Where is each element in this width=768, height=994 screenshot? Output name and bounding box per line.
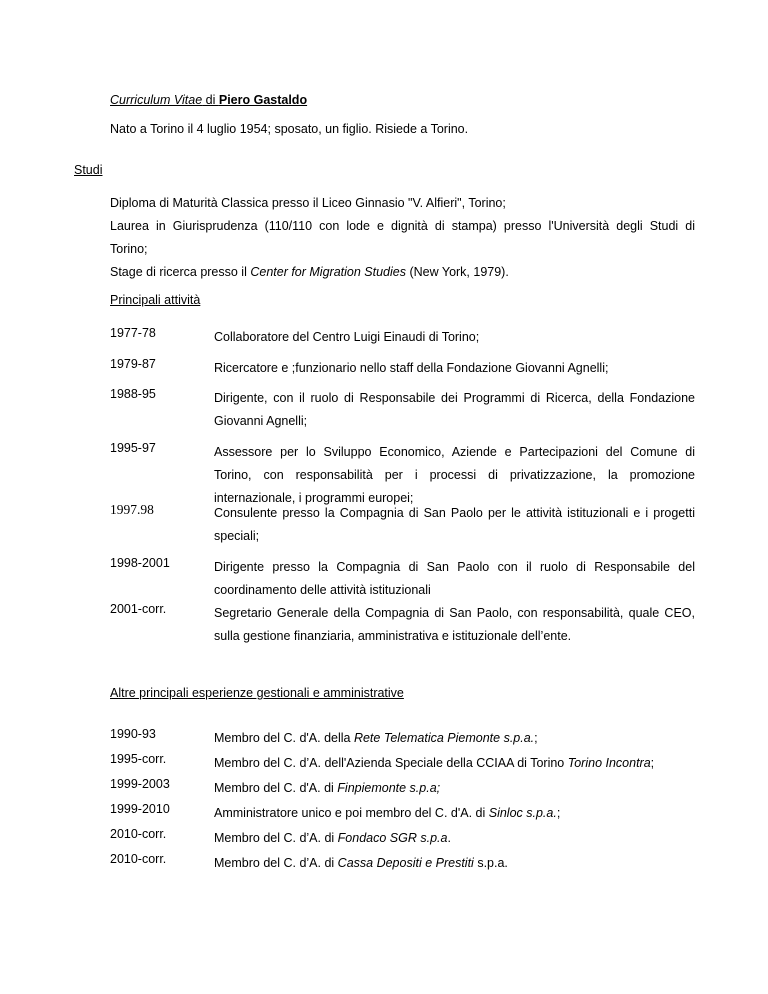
desc-line: internazionale, i programmi europei; xyxy=(214,491,414,505)
altre-desc xyxy=(214,802,695,825)
desc-pre: Membro del C. d'A. di xyxy=(214,781,338,795)
desc-pre: Membro del C. d’A. di xyxy=(214,856,338,870)
attivita-year: 1979-87 xyxy=(110,357,156,371)
desc-post: . xyxy=(447,831,451,845)
attivita-heading: Principali attività xyxy=(110,293,201,307)
stage-italic: Center for Migration Studies xyxy=(250,265,406,279)
attivita-year: 1997.98 xyxy=(110,502,154,517)
studi-heading: Studi xyxy=(74,163,103,177)
altre-desc xyxy=(214,852,695,875)
desc-italic: Cassa Depositi e Prestiti xyxy=(337,856,474,870)
desc-line: Segretario Generale della Compagnia di San Paolo, con responsabilità, quale CEO, xyxy=(214,606,695,620)
title-name: Piero Gastaldo xyxy=(218,93,308,107)
altre-heading: Altre principali esperienze gestionali e amministrative xyxy=(110,686,404,700)
desc-line: Torino, con responsabilità per i processi di privatizzazione, la promozione xyxy=(214,468,695,482)
altre-desc xyxy=(214,727,695,750)
attivita-year: 1988-95 xyxy=(110,387,156,401)
desc-line: Dirigente presso la Compagnia di San Paolo con il ruolo di Responsabile del xyxy=(214,560,695,574)
desc-pre: Membro del C. d’A. di xyxy=(214,831,338,845)
attivita-year: 1995-97 xyxy=(110,441,156,455)
altre-year: 1990-93 xyxy=(110,727,156,741)
attivita-year: 1977-78 xyxy=(110,326,156,340)
altre-year: 2010-corr. xyxy=(110,852,167,866)
desc-italic: Finpiemonte s.p.a; xyxy=(337,781,441,795)
title-italic: Curriculum Vitae xyxy=(110,93,203,107)
attivita-year: 2001-corr. xyxy=(110,602,167,616)
stage-pre: Stage di ricerca presso il xyxy=(110,265,251,279)
title-di: di xyxy=(202,93,219,107)
attivita-desc xyxy=(214,357,695,380)
altre-desc xyxy=(214,777,695,800)
desc-italic: Sinloc s.p.a. xyxy=(488,806,557,820)
desc-line: sulla gestione finanziaria, amministrativa e istituzionale dell’ente. xyxy=(214,629,572,643)
desc-italic: Fondaco SGR s.p.a xyxy=(337,831,448,845)
desc-post: s.p.a. xyxy=(473,856,508,870)
desc-line: Giovanni Agnelli; xyxy=(214,414,308,428)
desc-line: Dirigente, con il ruolo di Responsabile dei Programmi di Ricerca, della Fondazione xyxy=(214,391,695,405)
altre-year: 1999-2010 xyxy=(110,802,170,816)
intro-text: Nato a Torino il 4 luglio 1954; sposato, un figlio. Risiede a Torino. xyxy=(110,122,469,136)
altre-year: 1995-corr. xyxy=(110,752,167,766)
altre-year: 2010-corr. xyxy=(110,827,167,841)
attivita-desc xyxy=(214,502,695,548)
studi-line-diploma: Diploma di Maturità Classica presso il Liceo Ginnasio "V. Alfieri", Torino; xyxy=(110,196,506,210)
studi-line-laurea-cont: Torino; xyxy=(110,242,148,256)
desc-post: ; xyxy=(650,756,655,770)
stage-post: (New York, 1979). xyxy=(405,265,509,279)
cv-title xyxy=(110,93,307,107)
desc-pre: Amministratore unico e poi membro del C. d'A. di xyxy=(214,806,489,820)
attivita-desc xyxy=(214,602,695,648)
altre-desc xyxy=(214,827,695,850)
desc-line: speciali; xyxy=(214,529,260,543)
desc-post: ; xyxy=(534,731,538,745)
desc-line: Ricercatore e ;funzionario nello staff della Fondazione Giovanni Agnelli; xyxy=(214,361,609,375)
altre-desc xyxy=(214,752,695,775)
desc-italic: Torino Incontra xyxy=(567,756,651,770)
attivita-desc xyxy=(214,326,695,349)
studi-block xyxy=(110,192,695,284)
desc-italic: Rete Telematica Piemonte s.p.a. xyxy=(353,731,535,745)
altre-year: 1999-2003 xyxy=(110,777,170,791)
desc-post: ; xyxy=(556,806,561,820)
studi-line-laurea: Laurea in Giurisprudenza (110/110 con lode e dignità di stampa) presso l'Università degli Studi di xyxy=(110,219,695,233)
attivita-year: 1998-2001 xyxy=(110,556,170,570)
desc-line: Consulente presso la Compagnia di San Paolo per le attività istituzionali e i progetti xyxy=(214,506,695,520)
desc-pre: Membro del C. d’A. dell'Azienda Speciale della CCIAA di Torino xyxy=(214,756,568,770)
desc-pre: Membro del C. d'A. della xyxy=(214,731,354,745)
attivita-desc xyxy=(214,387,695,433)
studi-line-stage xyxy=(110,261,695,284)
attivita-desc xyxy=(214,556,695,602)
desc-line: Assessore per lo Sviluppo Economico, Aziende e Partecipazioni del Comune di xyxy=(214,445,695,459)
attivita-desc xyxy=(214,441,695,510)
desc-line: coordinamento delle attività istituzionali xyxy=(214,583,431,597)
desc-line: Collaboratore del Centro Luigi Einaudi di Torino; xyxy=(214,330,480,344)
